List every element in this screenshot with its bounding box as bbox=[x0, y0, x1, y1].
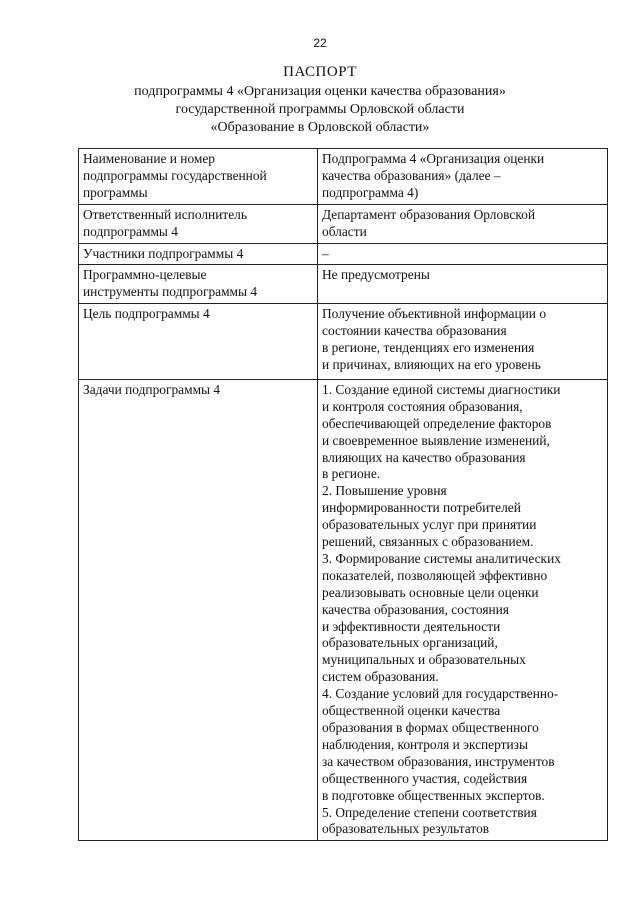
row-value-line: Подпрограмма 4 «Организация оценки bbox=[322, 151, 545, 166]
row-value-line: обеспечивающей определение факторов bbox=[322, 415, 552, 431]
row-label-line: Участники подпрограммы 4 bbox=[83, 245, 244, 261]
row-label-cell bbox=[79, 304, 318, 380]
row-label-cell bbox=[79, 149, 318, 205]
row-value-line: и своевременное выявление изменений, bbox=[322, 432, 550, 448]
row-value-line: решений, связанных с образованием. bbox=[322, 534, 534, 550]
row-label-line: Задачи подпрограммы 4 bbox=[83, 381, 221, 397]
row-value-cell bbox=[318, 265, 608, 304]
row-value-line: состоянии качества образования bbox=[322, 323, 507, 339]
row-value-line: Не предусмотрены bbox=[322, 267, 430, 283]
heading-line: подпрограммы 4 «Организация оценки качества образования» bbox=[134, 84, 506, 99]
row-value-line: Получение объективной информации о bbox=[322, 306, 547, 322]
passport-table bbox=[78, 148, 608, 841]
row-value-line: области bbox=[322, 223, 367, 239]
row-value-line: 5. Определение степени соответствия bbox=[322, 804, 537, 820]
row-label-line: программы bbox=[83, 184, 148, 200]
row-value-line: Департамент образования Орловской bbox=[322, 206, 536, 222]
row-label-line: Наименование и номер bbox=[83, 151, 216, 166]
row-label-cell bbox=[79, 265, 318, 304]
row-value-line: образования в формах общественного bbox=[322, 720, 539, 735]
table-row bbox=[79, 379, 608, 840]
row-value-line: – bbox=[322, 245, 329, 261]
row-value-line: систем образования. bbox=[322, 669, 439, 685]
row-label-line: подпрограммы 4 bbox=[83, 223, 178, 239]
row-label-cell bbox=[79, 243, 318, 265]
row-label-line: Ответственный исполнитель bbox=[83, 206, 247, 222]
row-label-line: инструменты подпрограммы 4 bbox=[83, 284, 258, 300]
row-value-line: показателей, позволяющей эффективно bbox=[322, 567, 548, 583]
row-value-line: в регионе, тенденциях его изменения bbox=[322, 340, 535, 356]
row-value-line: 2. Повышение уровня bbox=[322, 483, 447, 499]
page-number: 22 bbox=[313, 36, 327, 50]
row-value-cell bbox=[318, 379, 608, 840]
row-value-line: образовательных услуг при принятии bbox=[322, 517, 537, 533]
row-value-line: качества образования» (далее – bbox=[322, 167, 501, 183]
row-value-cell bbox=[318, 204, 608, 243]
row-value-line: за качеством образования, инструментов bbox=[322, 753, 555, 769]
table-row bbox=[79, 243, 608, 265]
row-value-line: реализовывать основные цели оценки bbox=[322, 584, 539, 600]
row-value-line: 1. Создание единой системы диагностики bbox=[322, 381, 561, 397]
row-value-line: 3. Формирование системы аналитических bbox=[322, 550, 561, 566]
row-value-line: наблюдения, контроля и экспертизы bbox=[322, 736, 528, 752]
row-label-cell bbox=[79, 379, 318, 840]
heading-line: «Образование в Орловской области» bbox=[210, 120, 430, 135]
document-heading bbox=[0, 63, 640, 137]
row-value-line: подпрограмма 4) bbox=[322, 184, 419, 200]
passport-table-body bbox=[79, 149, 608, 841]
row-value-line: и причинах, влияющих на его уровень bbox=[322, 356, 541, 372]
row-label-line: подпрограммы государственной bbox=[83, 167, 267, 183]
table-row bbox=[79, 304, 608, 380]
document-title: ПАСПОРТ bbox=[283, 64, 357, 80]
row-value-line: 4. Создание условий для государственно- bbox=[322, 686, 559, 702]
row-value-line: и эффективности деятельности bbox=[322, 618, 501, 634]
row-value-cell bbox=[318, 304, 608, 380]
row-value-line: общественного участия, содействия bbox=[322, 770, 528, 786]
row-value-line: муниципальных и образовательных bbox=[322, 652, 526, 668]
heading-line: государственной программы Орловской области bbox=[175, 102, 465, 117]
row-label-line: Цель подпрограммы 4 bbox=[83, 306, 210, 322]
row-value-line: влияющих на качество образования bbox=[322, 449, 526, 465]
row-value-cell bbox=[318, 149, 608, 205]
row-value-line: информированности потребителей bbox=[322, 500, 521, 516]
row-value-line: в регионе. bbox=[322, 466, 381, 482]
row-label-cell bbox=[79, 204, 318, 243]
row-label-line: Программно-целевые bbox=[83, 267, 207, 283]
row-value-line: общественной оценки качества bbox=[322, 703, 501, 719]
row-value-cell bbox=[318, 243, 608, 265]
row-value-line: и контроля состояния образования, bbox=[322, 398, 523, 414]
row-value-line: качества образования, состояния bbox=[322, 601, 509, 617]
row-value-line: в подготовке общественных экспертов. bbox=[322, 787, 545, 803]
row-value-line: образовательных результатов bbox=[322, 821, 490, 837]
table-row bbox=[79, 149, 608, 205]
row-value-line: образовательных организаций, bbox=[322, 635, 498, 651]
table-row bbox=[79, 204, 608, 243]
table-row bbox=[79, 265, 608, 304]
